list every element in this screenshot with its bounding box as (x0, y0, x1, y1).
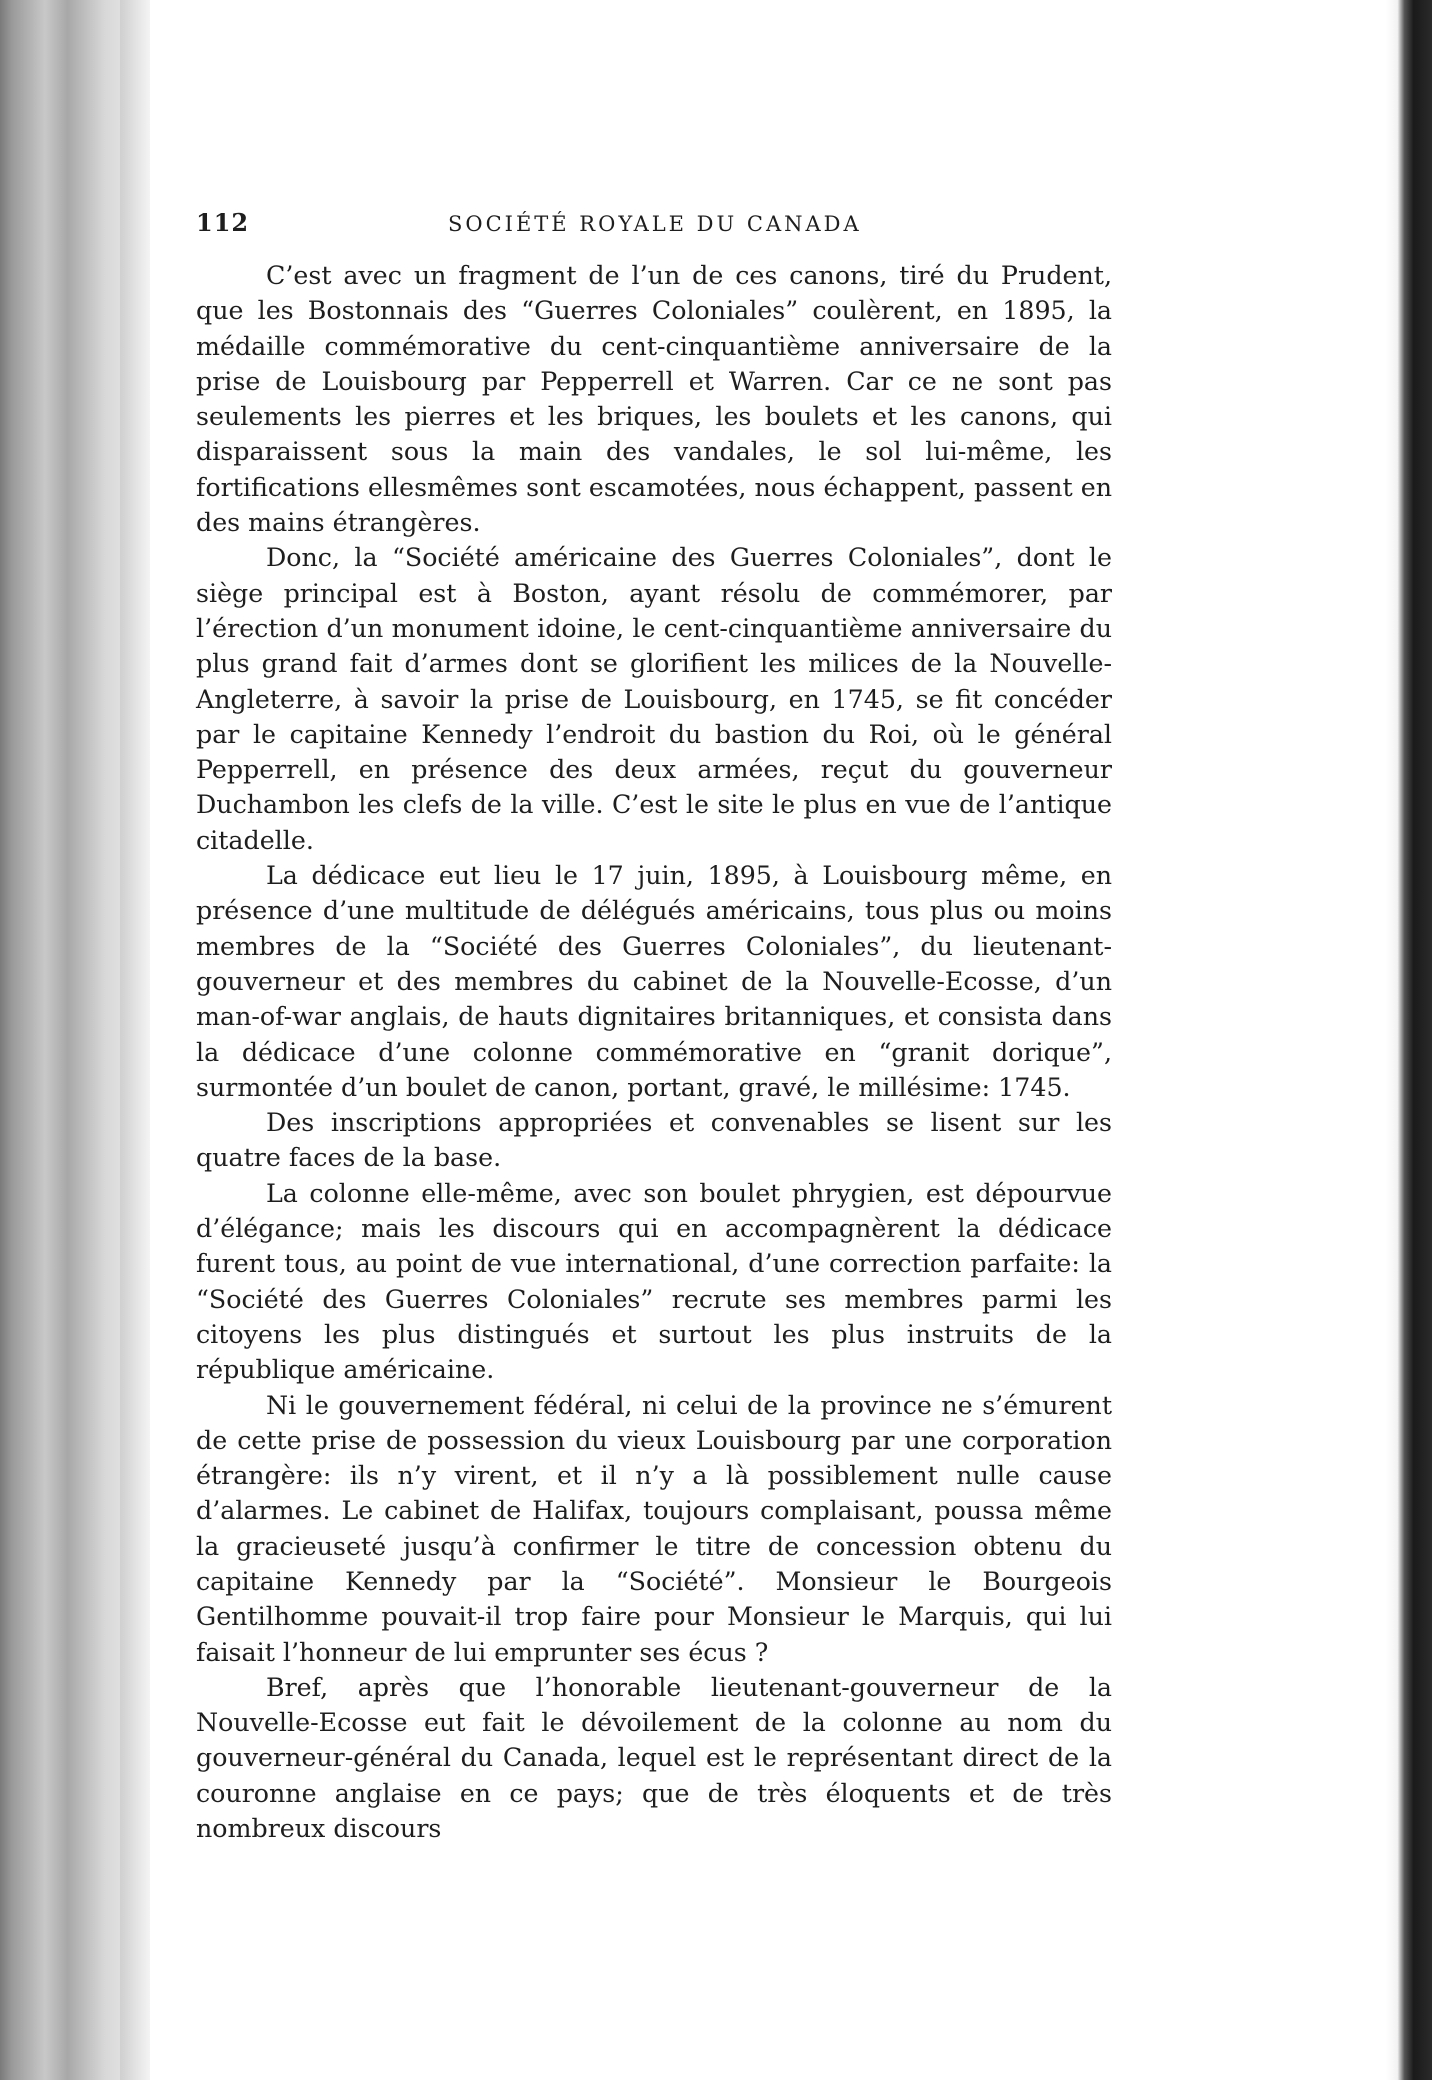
gutter-shadow (120, 0, 150, 2080)
paragraph: Bref, après que l’honorable lieutenant-gouverneur de la Nouvelle-Ecosse eut fait le dévoilement de la colonne au nom du gouverneur-général du Canada, lequel est le représentant direct de la couronne anglaise en ce pays; que de très éloquents et de très nombreux discours (196, 1672, 1112, 1844)
running-title: SOCIÉTÉ ROYALE DU CANADA (448, 212, 862, 236)
paragraph: La colonne elle-même, avec son boulet phrygien, est dépourvue d’élégance; mais les discours qui en accompagnèrent la dédicace furent tous, au point de vue international, d’une correction parfaite: la “Société des Guerres Coloniales” recrute ses membres parmi les citoyens les plus distingués et surtout les plus instruits de la république américaine. (196, 1178, 1112, 1385)
paragraph: Des inscriptions appropriées et convenables se lisent sur les quatre faces de la base. (196, 1108, 1112, 1173)
paragraph: Ni le gouvernement fédéral, ni celui de la province ne s’émurent de cette prise de possession du vieux Louisbourg par une corporation étrangère: ils n’y virent, et il n’y a là possiblement nulle cause d’alarmes. Le cabinet de Halifax, toujours complaisant, poussa même la gracieuseté jusqu’à confirmer le titre de concession obtenu du capitaine Kennedy par la “Société”. Monsieur le Bourgeois Gentilhomme pouvait-il trop faire pour Monsieur le Marquis, qui lui faisait l’honneur de lui emprunter ses écus ? (196, 1390, 1112, 1667)
page-edge (1386, 0, 1432, 2080)
paragraph: C’est avec un fragment de l’un de ces canons, tiré du Prudent, que les Bostonnais des “Guerres Coloniales” coulèrent, en 1895, la médaille commémorative du cent-cinquantième anniversaire de la prise de Louisbourg par Pepperrell et Warren. Car ce ne sont pas seulements les pierres et les briques, les boulets et les canons, qui disparaissent sous la main des vandales, le sol lui-même, les fortifications ellesmêmes sont escamotées, nous échappent, passent en des mains étrangères. (196, 261, 1112, 538)
body-text (196, 258, 1112, 1846)
page-header (196, 208, 1112, 244)
page-number: 112 (196, 208, 250, 237)
paragraph: Donc, la “Société américaine des Guerres Coloniales”, dont le siège principal est à Boston, ayant résolu de commémorer, par l’érection d’un monument idoine, le cent-cinquantième anniversaire du plus grand fait d’armes dont se glorifient les milices de la Nouvelle-Angleterre, à savoir la prise de Louisbourg, en 1745, se fit concéder par le capitaine Kennedy l’endroit du bastion du Roi, où le général Pepperrell, en présence des deux armées, reçut du gouverneur Duchambon les clefs de la ville. C’est le site le plus en vue de l’antique citadelle. (196, 543, 1112, 855)
paragraph: La dédicace eut lieu le 17 juin, 1895, à Louisbourg même, en présence d’une multitude de délégués américains, tous plus ou moins membres de la “Société des Guerres Coloniales”, du lieutenant-gouverneur et des membres du cabinet de la Nouvelle-Ecosse, d’un man-of-war anglais, de hauts dignitaires britanniques, et consista dans la dédicace d’une colonne commémorative en “granit dorique”, surmontée d’un boulet de canon, portant, gravé, le millésime: 1745. (196, 861, 1112, 1102)
